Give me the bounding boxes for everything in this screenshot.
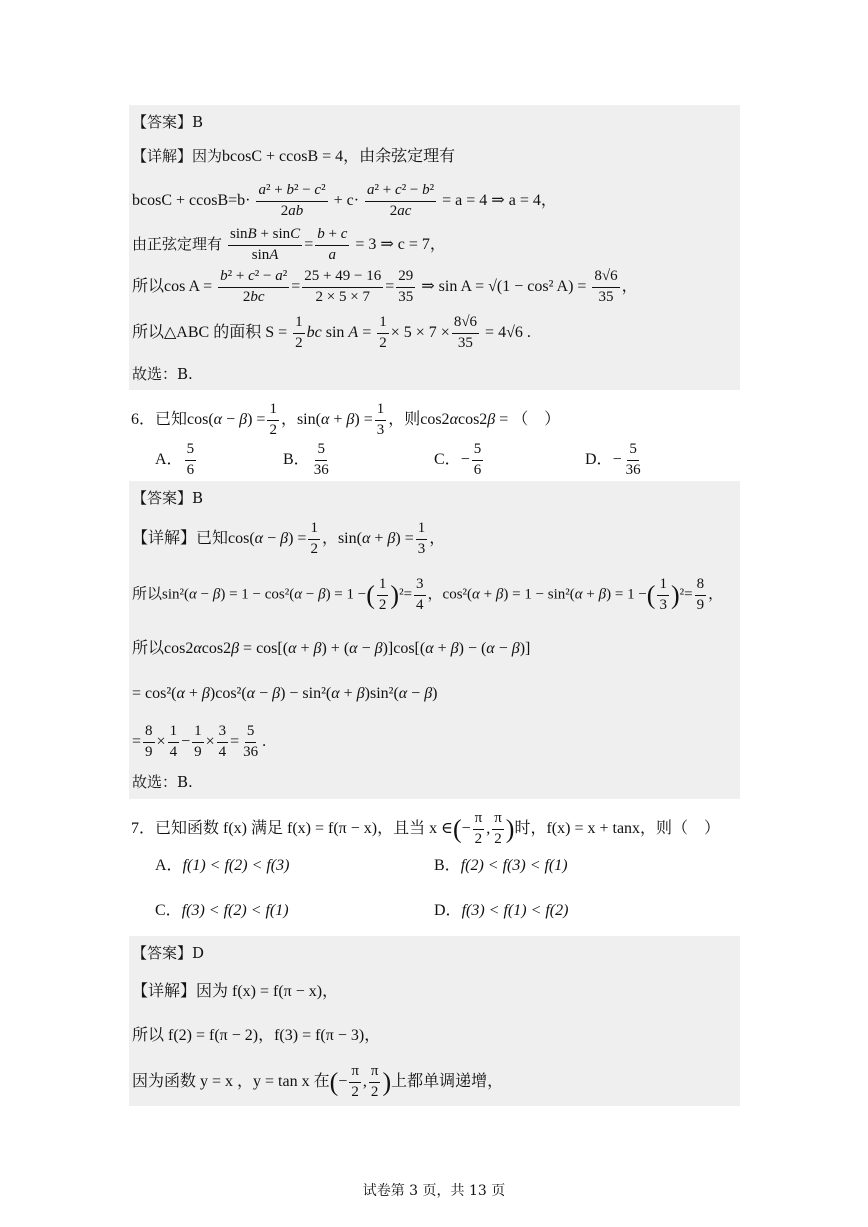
area-line: 所以△ABC 的面积 S = $\frac{1}{2}$ bc sin A = $\frac{1}{2}$ × 5 × 7 × $\frac{8√6}{35}$ = 4√6 . [132, 314, 531, 351]
cosA-text: 所以cos A = [132, 277, 213, 295]
choose-line: 故选：B. [132, 365, 193, 383]
option-num: 5 [627, 442, 639, 461]
q7-stem-a: 7．已知函数 f(x) 满足 f(x) = f(π − x)，且当 x ∈ [131, 819, 453, 837]
q6-option-b [283, 442, 333, 479]
answer-block-q6 [129, 481, 740, 799]
option-sign: − [612, 450, 622, 468]
option-label: D． [585, 450, 613, 468]
option-label: B． [434, 857, 461, 874]
answer-block-q7 [129, 936, 740, 1106]
option-label: A． [155, 450, 183, 468]
cosine-law-left: bcosC + ccosB=b· [132, 191, 251, 209]
q7-option-a [155, 858, 289, 874]
option-text: f(1) < f(2) < f(3) [182, 857, 290, 874]
option-den: 36 [313, 461, 329, 478]
q7-stem: 7．已知函数 f(x) 满足 f(x) = f(π − x)，且当 x ∈(− $\frac{\pi}{2}$ , $\frac{\pi}{2}$ )时，f(x) = x + tanx，则（ ） [131, 810, 721, 847]
area-text: 所以△ABC 的面积 S = [132, 323, 288, 341]
option-num: 5 [472, 442, 484, 461]
q7-option-d [434, 903, 568, 919]
page-footer: 试卷第 3 页，共 13 页 [362, 1183, 506, 1199]
option-label: C． [155, 902, 182, 919]
sine-law-right: = 3 ⇒ c = 7， [355, 235, 446, 253]
square-line: 所以sin²(α − β) = 1 − cos²(α − β) = 1 −( $\frac{1}{2}$ )²= $\frac{3}{4}$ ，cos²(α + β) = 1 − sin²(α + β) = 1 −( $\frac{1}{3}$ )²= $\frac{8}{9}$ ， [132, 576, 724, 613]
option-den: 36 [625, 461, 641, 478]
monotonic-line: 因为函数 y = x ，y = tan x 在(− $\frac{\pi}{2}$ , $\frac{\pi}{2}$ )上都单调递增， [132, 1063, 504, 1100]
q7-stem-b: 时，f(x) = x + tanx，则（ ） [514, 819, 721, 837]
option-num: 5 [315, 442, 327, 461]
result-line: = $\frac{8}{9}$ × $\frac{1}{4}$ − $\frac{1}{9}$ × $\frac{3}{4}$ = $\frac{5}{36}$ . [132, 723, 267, 760]
option-label: A． [155, 857, 183, 874]
answer-label: 【答案】B [132, 489, 204, 507]
q6-option-c [434, 442, 485, 479]
area-result: = 4√6 . [485, 323, 531, 341]
q7-option-c [155, 903, 289, 919]
option-text: f(2) < f(3) < f(1) [460, 857, 568, 874]
monotonic-b: 上都单调递增， [391, 1072, 504, 1090]
detail-line: 【详解】因为 f(x) = f(π − x)， [132, 983, 339, 1000]
answer-label: 【答案】B [132, 113, 204, 131]
cosine-law-mid: + c· [333, 191, 360, 209]
detail-intro: 【详解】因为 [132, 147, 223, 165]
answer-label: 【答案】D [132, 944, 205, 962]
sine-law-line: 由正弦定理有 $\frac{\sin B + \sin C}{\sin A}$ = $\frac{b + c}{a}$ = 3 ⇒ c = 7， [132, 226, 446, 263]
monotonic-a: 因为函数 y = x ，y = tan x 在 [132, 1072, 330, 1090]
option-label: C． [434, 450, 461, 468]
q6-stem: 6．已知cos(α − β) = $\frac{1}{2}$ ，sin(α + β) = $\frac{1}{3}$ ，则cos2αcos2β = （ ） [131, 401, 561, 438]
product-line: 所以cos2αcos2β = cos[(α + β) + (α − β)]cos[(α + β) − (α − β)] [132, 640, 531, 657]
cosine-law-right: = a = 4 ⇒ a = 4， [442, 191, 557, 209]
option-label: D． [434, 902, 462, 919]
option-label: B． [283, 450, 310, 468]
option-den: 6 [186, 461, 195, 478]
q6-option-a [155, 442, 198, 479]
q7-option-b [434, 858, 568, 874]
answer-block-q5 [129, 105, 740, 390]
cosA-line: 所以cos A = $\frac{\text{b² + c² − a²}}{2bc}$ = $\frac{25 + 49 - 16}{2 \times 5 \times 7}$ = $\frac{29}{35}$ ⇒ sin A = √(1 − cos² A) = $\frac{8√6}{35}$ ， [132, 268, 638, 305]
sinA-text: ⇒ sin A = √(1 − cos² A) = [421, 277, 587, 295]
detail-line [132, 149, 455, 165]
detail-line: 【详解】已知cos(α − β) = $\frac{1}{2}$ ，sin(α + β) = $\frac{1}{3}$ ， [132, 520, 446, 557]
option-text: f(3) < f(2) < f(1) [181, 902, 289, 919]
option-den: 6 [473, 461, 482, 478]
q6-option-d [585, 442, 645, 479]
sine-law-text: 由正弦定理有 [132, 234, 223, 253]
choose-line: 故选：B. [132, 773, 193, 791]
substitute-line: 所以 f(2) = f(π − 2)，f(3) = f(π − 3)， [132, 1027, 381, 1044]
option-num: 5 [185, 442, 197, 461]
cosine-law-line: bcosC + ccosB=b· $\frac{\text{a² + b² − c²}}{2ab}$ + c· $\frac{\text{a² + c² − b²}}{2ac}$ = a = 4 ⇒ a = 4， [132, 182, 557, 219]
option-sign: − [460, 450, 470, 468]
detail-cond: bcosC + ccosB = 4，由余弦定理有 [222, 148, 456, 165]
option-text: f(3) < f(1) < f(2) [461, 902, 569, 919]
expand-line: = cos²(α + β)cos²(α − β) − sin²(α + β)sin²(α − β) [132, 685, 438, 702]
